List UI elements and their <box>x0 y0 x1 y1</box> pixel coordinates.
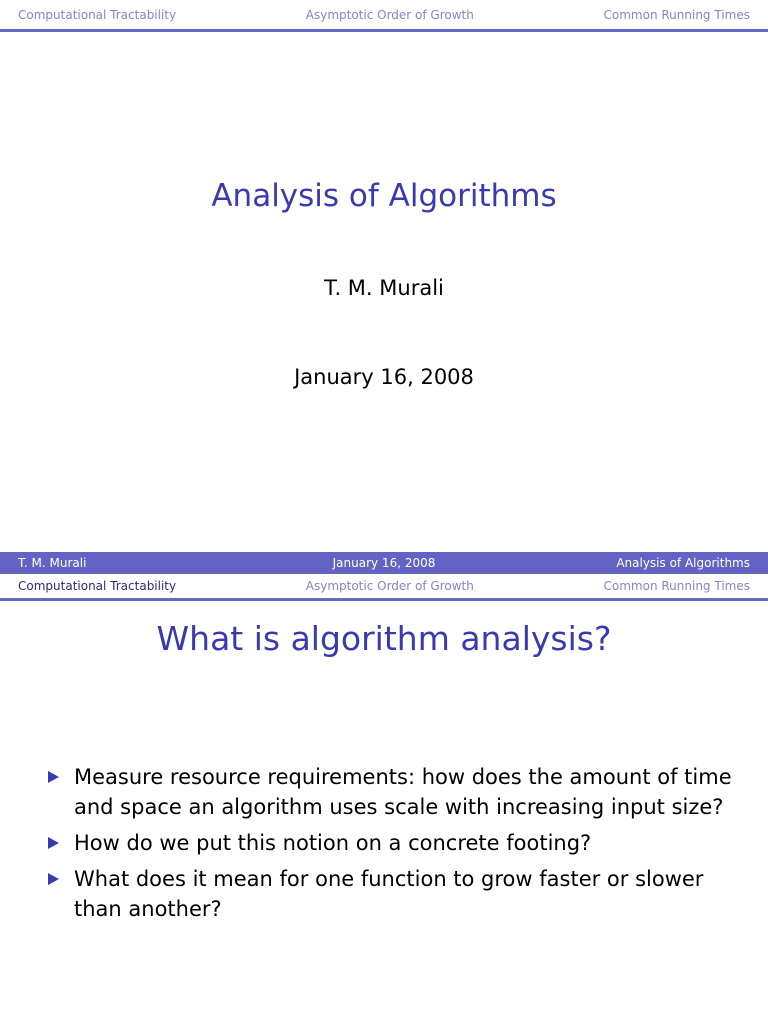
bullet-list <box>46 762 746 930</box>
presentation-title: Analysis of Algorithms <box>211 178 557 214</box>
nav2-item-asymptotic-order-of-growth[interactable]: Asymptotic Order of Growth <box>305 579 474 593</box>
triangle-bullet-icon <box>48 771 59 783</box>
triangle-bullet-icon <box>48 837 59 849</box>
footer-author: T. M. Murali <box>18 556 87 570</box>
bullet-text: How do we put this notion on a concrete footing? <box>74 831 592 855</box>
list-item <box>46 828 746 858</box>
nav-item-common-running-times[interactable]: Common Running Times <box>603 7 750 22</box>
triangle-bullet-icon <box>48 873 59 885</box>
list-item <box>46 864 746 924</box>
bullet-text: Measure resource requirements: how does the amount of time and space an algorithm uses scale with increasing input size? <box>74 765 732 819</box>
nav-item-computational-tractability[interactable]: Computational Tractability <box>18 7 177 22</box>
slide-footer <box>0 552 768 574</box>
bullet-text: What does it mean for one function to grow faster or slower than another? <box>74 867 704 921</box>
nav2-item-computational-tractability[interactable]: Computational Tractability <box>18 579 177 593</box>
nav-divider <box>0 29 768 32</box>
nav-item-asymptotic-order-of-growth[interactable]: Asymptotic Order of Growth <box>305 7 474 22</box>
presentation-date: January 16, 2008 <box>294 365 474 389</box>
presentation-author: T. M. Murali <box>324 276 444 300</box>
section-navigation-2 <box>0 574 768 598</box>
list-item <box>46 762 746 822</box>
footer-date: January 16, 2008 <box>332 556 436 570</box>
nav-divider-2 <box>0 598 768 601</box>
section-navigation <box>0 0 768 29</box>
frame-title: What is algorithm analysis? <box>156 619 612 658</box>
footer-title: Analysis of Algorithms <box>616 556 750 570</box>
nav2-item-common-running-times[interactable]: Common Running Times <box>603 579 750 593</box>
